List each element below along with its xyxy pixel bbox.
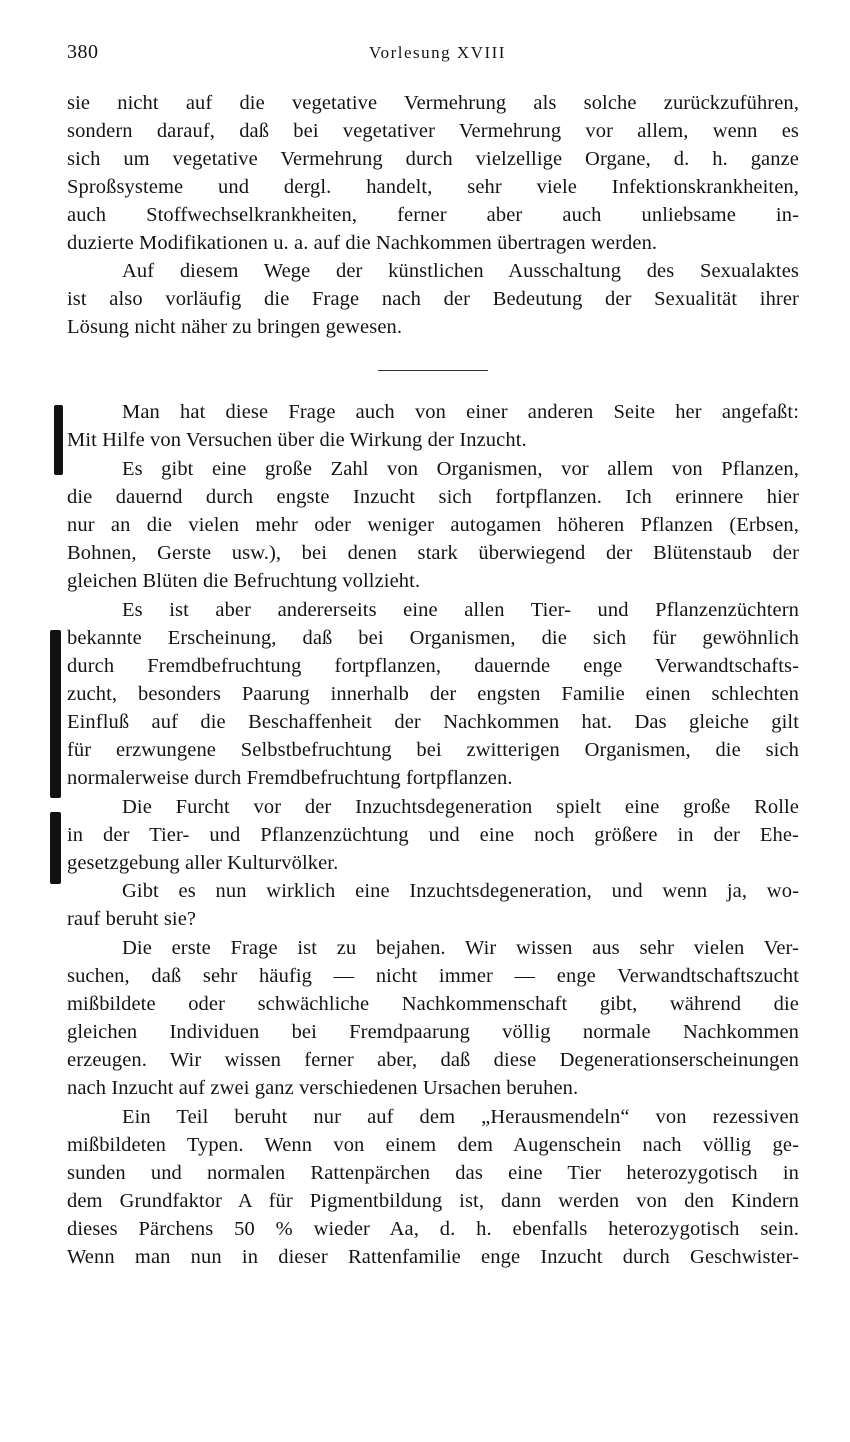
text-line: Gibt es nun wirklich eine Inzuchtsdegeneration, und wenn ja, wo- [122, 880, 799, 902]
text-line: sich um vegetative Vermehrung durch vielzellige Organe, d. h. ganze [67, 148, 799, 170]
text-line: für erzwungene Selbstbefruchtung bei zwitterigen Organismen, die sich [67, 739, 799, 761]
margin-mark [50, 630, 61, 798]
page-header [67, 41, 808, 65]
text-line: dieses Pärchens 50 % wieder Aa, d. h. ebenfalls heterozygotisch sein. [67, 1218, 799, 1240]
text-line: Die Furcht vor der Inzuchtsdegeneration spielt eine große Rolle [122, 796, 799, 818]
text-line: Man hat diese Frage auch von einer anderen Seite her angefaßt: [122, 401, 799, 423]
text-line: auch Stoffwechselkrankheiten, ferner aber auch unliebsame in- [67, 204, 799, 226]
text-line: normalerweise durch Fremdbefruchtung fortpflanzen. [67, 767, 513, 789]
text-line: Es ist aber andererseits eine allen Tier- und Pflanzenzüchtern [122, 599, 799, 621]
text-line: nur an die vielen mehr oder weniger autogamen höheren Pflanzen (Erbsen, [67, 514, 799, 536]
text-line: gleichen Individuen bei Fremdpaarung völlig normale Nachkommen [67, 1021, 799, 1043]
text-line: mißbildete oder schwächliche Nachkommenschaft gibt, während die [67, 993, 799, 1015]
text-line: gesetzgebung aller Kulturvölker. [67, 852, 339, 874]
text-line: zucht, besonders Paarung innerhalb der engsten Familie einen schlechten [67, 683, 799, 705]
running-head: Vorlesung XVIII [369, 43, 506, 62]
text-line: duzierte Modifikationen u. a. auf die Nachkommen übertragen werden. [67, 232, 658, 254]
text-line: Wenn man nun in dieser Rattenfamilie enge Inzucht durch Geschwister- [67, 1246, 799, 1268]
text-line: Lösung nicht näher zu bringen gewesen. [67, 316, 403, 338]
margin-mark [54, 405, 63, 475]
text-line: in der Tier- und Pflanzenzüchtung und eine noch größere in der Ehe- [67, 824, 799, 846]
text-line: sondern darauf, daß bei vegetativer Vermehrung vor allem, wenn es [67, 120, 799, 142]
text-line: erzeugen. Wir wissen ferner aber, daß diese Degenerationserscheinungen [67, 1049, 799, 1071]
text-line: suchen, daß sehr häufig — nicht immer — enge Verwandtschaftszucht [67, 965, 799, 987]
margin-mark [50, 812, 61, 884]
text-line: ist also vorläufig die Frage nach der Bedeutung der Sexualität ihrer [67, 288, 799, 310]
text-line: Einfluß auf die Beschaffenheit der Nachkommen hat. Das gleiche gilt [67, 711, 799, 733]
text-line: gleichen Blüten die Befruchtung vollzieht. [67, 570, 421, 592]
text-line: bekannte Erscheinung, daß bei Organismen, die sich für gewöhnlich [67, 627, 799, 649]
text-line: sie nicht auf die vegetative Vermehrung als solche zurückzuführen, [67, 92, 799, 114]
section-divider [378, 370, 488, 371]
text-line: durch Fremdbefruchtung fortpflanzen, dauernde enge Verwandtschafts- [67, 655, 799, 677]
text-line: nach Inzucht auf zwei ganz verschiedenen Ursachen beruhen. [67, 1077, 579, 1099]
text-line: Sproßsysteme und dergl. handelt, sehr viele Infektionskrankheiten, [67, 176, 799, 198]
text-line: die dauernd durch engste Inzucht sich fortpflanzen. Ich erinnere hier [67, 486, 799, 508]
text-line: Mit Hilfe von Versuchen über die Wirkung der Inzucht. [67, 429, 527, 451]
text-line: rauf beruht sie? [67, 908, 197, 930]
text-line: dem Grundfaktor A für Pigmentbildung ist, dann werden von den Kindern [67, 1190, 799, 1212]
text-line: Es gibt eine große Zahl von Organismen, vor allem von Pflanzen, [122, 458, 799, 480]
text-line: Bohnen, Gerste usw.), bei denen stark überwiegend der Blütenstaub der [67, 542, 799, 564]
text-line: Die erste Frage ist zu bejahen. Wir wissen aus sehr vielen Ver- [122, 937, 799, 959]
text-line: Ein Teil beruht nur auf dem „Herausmendeln“ von rezessiven [122, 1106, 799, 1128]
text-line: mißbildeten Typen. Wenn von einem dem Augenschein nach völlig ge- [67, 1134, 799, 1156]
text-line: Auf diesem Wege der künstlichen Ausschaltung des Sexualaktes [122, 260, 799, 282]
page-number: 380 [67, 41, 99, 63]
text-line: sunden und normalen Rattenpärchen das eine Tier heterozygotisch in [67, 1162, 799, 1184]
